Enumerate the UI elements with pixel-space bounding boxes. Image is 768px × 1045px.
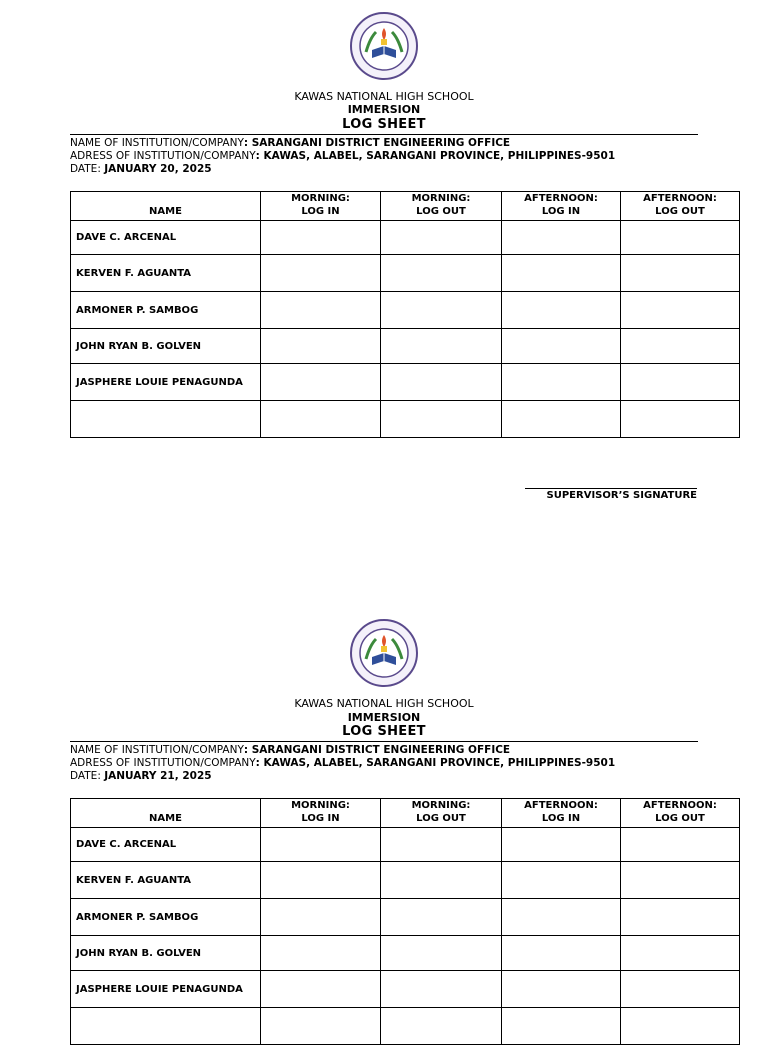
program-label: IMMERSION: [347, 711, 421, 724]
col-header-morning-log-out: MORNING: LOG OUT: [381, 192, 502, 221]
address-value: : KAWAS, ALABEL, SARANGANI PROVINCE, PHILIPPINES-9501: [255, 150, 616, 162]
morning-in-cell[interactable]: [261, 828, 381, 862]
school-name: KAWAS NATIONAL HIGH SCHOOL: [294, 697, 474, 710]
institution-line: [70, 137, 510, 149]
table-row: [71, 292, 740, 329]
name-cell: KERVEN F. AGUANTA: [71, 862, 261, 899]
address-value: : KAWAS, ALABEL, SARANGANI PROVINCE, PHILIPPINES-9501: [255, 757, 616, 769]
name-cell: JOHN RYAN B. GOLVEN: [71, 329, 261, 364]
attendance-table: [70, 798, 740, 1045]
morning-in-cell[interactable]: [261, 364, 381, 401]
afternoon-in-cell[interactable]: [502, 899, 621, 936]
date-line: [70, 770, 212, 782]
institution-label: NAME OF INSTITUTION/COMPANY: [70, 137, 244, 149]
morning-out-cell[interactable]: [381, 364, 502, 401]
date-label: DATE:: [70, 770, 105, 782]
morning-out-cell[interactable]: [381, 401, 502, 438]
morning-in-cell[interactable]: [261, 329, 381, 364]
morning-out-cell[interactable]: [381, 899, 502, 936]
afternoon-in-cell[interactable]: [502, 401, 621, 438]
afternoon-out-cell[interactable]: [621, 364, 740, 401]
table-row: [71, 899, 740, 936]
afternoon-out-cell[interactable]: [621, 862, 740, 899]
school-seal-logo: [350, 12, 418, 80]
morning-in-cell[interactable]: [261, 255, 381, 292]
institution-value: : SARANGANI DISTRICT ENGINEERING OFFICE: [243, 744, 511, 756]
col-header-afternoon-log-out: AFTERNOON: LOG OUT: [621, 799, 740, 828]
col-header-morning-log-in: MORNING: LOG IN: [261, 192, 381, 221]
col-header-afternoon-log-in: AFTERNOON: LOG IN: [502, 192, 621, 221]
table-row: [71, 828, 740, 862]
afternoon-out-cell[interactable]: [621, 329, 740, 364]
institution-value: : SARANGANI DISTRICT ENGINEERING OFFICE: [243, 137, 511, 149]
afternoon-out-cell[interactable]: [621, 401, 740, 438]
morning-out-cell[interactable]: [381, 292, 502, 329]
afternoon-in-cell[interactable]: [502, 828, 621, 862]
afternoon-in-cell[interactable]: [502, 364, 621, 401]
school-seal-logo: [350, 619, 418, 687]
signature-line[interactable]: [525, 488, 697, 489]
morning-in-cell[interactable]: [261, 936, 381, 971]
afternoon-in-cell[interactable]: [502, 221, 621, 255]
table-row: [71, 971, 740, 1008]
afternoon-out-cell[interactable]: [621, 899, 740, 936]
afternoon-out-cell[interactable]: [621, 828, 740, 862]
name-cell: JOHN RYAN B. GOLVEN: [71, 936, 261, 971]
afternoon-in-cell[interactable]: [502, 862, 621, 899]
address-label: ADRESS OF INSTITUTION/COMPANY: [70, 757, 256, 769]
sheet-title: LOG SHEET: [342, 724, 426, 739]
name-cell[interactable]: [71, 401, 261, 438]
morning-out-cell[interactable]: [381, 971, 502, 1008]
morning-out-cell[interactable]: [381, 828, 502, 862]
afternoon-in-cell[interactable]: [502, 971, 621, 1008]
afternoon-out-cell[interactable]: [621, 221, 740, 255]
afternoon-in-cell[interactable]: [502, 1008, 621, 1045]
morning-in-cell[interactable]: [261, 1008, 381, 1045]
afternoon-out-cell[interactable]: [621, 292, 740, 329]
afternoon-out-cell[interactable]: [621, 971, 740, 1008]
col-header-morning-log-out: MORNING: LOG OUT: [381, 799, 502, 828]
table-row: [71, 1008, 740, 1045]
address-label: ADRESS OF INSTITUTION/COMPANY: [70, 150, 256, 162]
attendance-table: [70, 191, 740, 438]
table-row: [71, 862, 740, 899]
program-label: IMMERSION: [347, 103, 421, 116]
name-cell: ARMONER P. SAMBOG: [71, 292, 261, 329]
date-value: JANUARY 20, 2025: [104, 163, 212, 175]
col-header-afternoon-log-out: AFTERNOON: LOG OUT: [621, 192, 740, 221]
morning-in-cell[interactable]: [261, 971, 381, 1008]
name-cell: JASPHERE LOUIE PENAGUNDA: [71, 364, 261, 401]
table-header-row: [71, 192, 740, 221]
name-cell[interactable]: [71, 1008, 261, 1045]
name-cell: DAVE C. ARCENAL: [71, 221, 261, 255]
institution-label: NAME OF INSTITUTION/COMPANY: [70, 744, 244, 756]
afternoon-in-cell[interactable]: [502, 329, 621, 364]
name-cell: DAVE C. ARCENAL: [71, 828, 261, 862]
afternoon-out-cell[interactable]: [621, 1008, 740, 1045]
afternoon-out-cell[interactable]: [621, 255, 740, 292]
morning-out-cell[interactable]: [381, 329, 502, 364]
afternoon-out-cell[interactable]: [621, 936, 740, 971]
morning-in-cell[interactable]: [261, 899, 381, 936]
morning-out-cell[interactable]: [381, 1008, 502, 1045]
table-row: [71, 221, 740, 255]
morning-out-cell[interactable]: [381, 936, 502, 971]
name-cell: ARMONER P. SAMBOG: [71, 899, 261, 936]
morning-in-cell[interactable]: [261, 221, 381, 255]
morning-out-cell[interactable]: [381, 221, 502, 255]
title-rule: [70, 741, 698, 742]
table-row: [71, 255, 740, 292]
date-label: DATE:: [70, 163, 105, 175]
morning-in-cell[interactable]: [261, 401, 381, 438]
afternoon-in-cell[interactable]: [502, 292, 621, 329]
table-row: [71, 401, 740, 438]
name-cell: KERVEN F. AGUANTA: [71, 255, 261, 292]
institution-line: [70, 744, 510, 756]
table-row: [71, 329, 740, 364]
table-row: [71, 936, 740, 971]
table-row: [71, 364, 740, 401]
name-cell: JASPHERE LOUIE PENAGUNDA: [71, 971, 261, 1008]
sheet-title: LOG SHEET: [342, 117, 426, 132]
morning-out-cell[interactable]: [381, 862, 502, 899]
address-line: [70, 150, 615, 162]
col-header-morning-log-in: MORNING: LOG IN: [261, 799, 381, 828]
table-header-row: [71, 799, 740, 828]
col-header-name: NAME: [71, 799, 261, 828]
morning-in-cell[interactable]: [261, 862, 381, 899]
col-header-afternoon-log-in: AFTERNOON: LOG IN: [502, 799, 621, 828]
afternoon-in-cell[interactable]: [502, 936, 621, 971]
date-value: JANUARY 21, 2025: [104, 770, 212, 782]
date-line: [70, 163, 212, 175]
afternoon-in-cell[interactable]: [502, 255, 621, 292]
title-rule: [70, 134, 698, 135]
address-line: [70, 757, 615, 769]
school-name: KAWAS NATIONAL HIGH SCHOOL: [294, 90, 474, 103]
morning-out-cell[interactable]: [381, 255, 502, 292]
supervisor-signature-label: SUPERVISOR’S SIGNATURE: [546, 490, 697, 501]
col-header-name: NAME: [71, 192, 261, 221]
morning-in-cell[interactable]: [261, 292, 381, 329]
